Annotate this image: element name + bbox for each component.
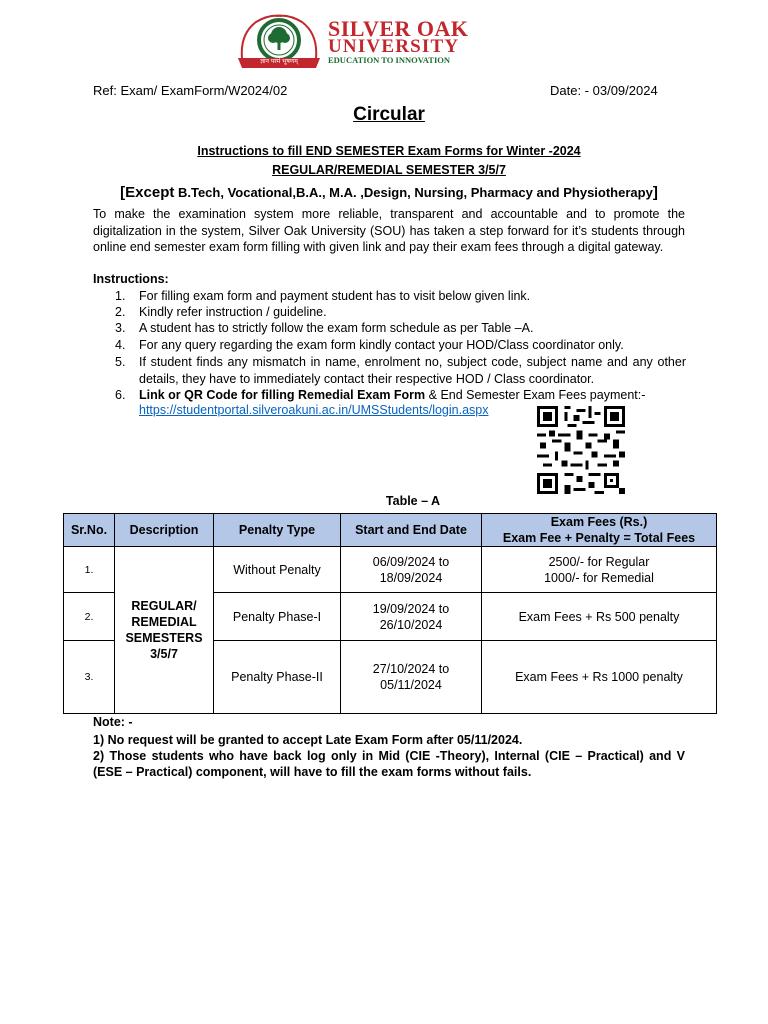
row-fees	[482, 547, 717, 593]
university-name-line1: SILVER OAK	[328, 16, 469, 41]
description-line: REMEDIAL	[131, 615, 197, 629]
instruction-number: 1.	[115, 289, 126, 303]
note-item: 2) Those students who have back log only in Mid (CIE -Theory), Internal (CIE – Practical) and V (ESE – Practical) component, will have to fill the exam forms without fails.	[93, 749, 685, 779]
row-date-start: 06/09/2024 to	[372, 554, 450, 569]
description-line: 3/5/7	[150, 647, 178, 661]
semester-title: REGULAR/REMEDIAL SEMESTER 3/5/7	[272, 163, 506, 177]
instruction-bold-text: Link or QR Code for filling Remedial Exam Form	[139, 388, 426, 402]
instruction-text: A student has to strictly follow the exam form schedule as per Table –A.	[139, 321, 534, 335]
exception-line	[0, 184, 768, 201]
table-row	[64, 547, 717, 593]
instruction-text: If student finds any mismatch in name, enrolment no, subject code, subject name and any other details, they have to immediately contact their respective HOD / Class coordinator.	[139, 355, 686, 386]
reference-number: Ref: Exam/ ExamForm/W2024/02	[93, 83, 288, 98]
instructions-title: Instructions to fill END SEMESTER Exam Forms for Winter -2024	[197, 144, 581, 158]
except-word: Except	[125, 184, 175, 201]
row-sr-no: 1.	[64, 547, 115, 593]
intro-paragraph: To make the examination system more reliable, transparent and accountable and to promote the digitalization in the system, Silver Oak University (SOU) has taken a step forward for it’s students through online end semester exam form filling with given link and pay their exam fees through a digital gateway.	[93, 207, 685, 254]
table-header-row	[64, 514, 717, 547]
instruction-text: Kindly refer instruction / guideline.	[139, 305, 327, 319]
description-line: REGULAR/	[131, 599, 197, 613]
note-item: 1) No request will be granted to accept Late Exam Form after 05/11/2024.	[93, 733, 523, 747]
note-heading: Note: -	[93, 715, 133, 729]
qr-code-icon[interactable]	[535, 406, 627, 494]
row-fee-line1: 2500/- for Regular	[548, 554, 650, 569]
row-sr-no: 3.	[64, 641, 115, 714]
row-date-end: 05/11/2024	[380, 678, 442, 692]
row-date-end: 26/10/2024	[379, 617, 443, 632]
row-penalty-type: Penalty Phase-II	[214, 641, 341, 714]
except-bracket-open: [	[120, 184, 126, 201]
instruction-text: For any query regarding the exam form kindly contact your HOD/Class coordinator only.	[139, 338, 624, 352]
exam-schedule-table	[63, 513, 717, 714]
except-text: B.Tech, Vocational,B.A., M.A. ,Design, Nursing, Pharmacy and Physiotherapy	[174, 185, 653, 200]
table-caption: Table – A	[385, 494, 441, 508]
circular-date: Date: - 03/09/2024	[550, 83, 658, 98]
row-dates	[341, 593, 482, 641]
except-bracket-close: ]	[652, 184, 658, 201]
university-tagline: EDUCATION TO INNOVATION	[328, 55, 451, 65]
instruction-number: 2.	[115, 305, 126, 319]
row-date-start: 19/09/2024 to	[372, 601, 450, 616]
row-description	[115, 547, 214, 714]
header-penalty-type: Penalty Type	[214, 514, 341, 547]
instruction-text	[139, 387, 686, 404]
instruction-number: 6.	[115, 388, 126, 402]
row-fees: Exam Fees + Rs 1000 penalty	[482, 641, 717, 714]
instruction-text: For filling exam form and payment student has to visit below given link.	[139, 289, 531, 303]
logo-motto: ज्ञान परमं भूषणम्	[260, 58, 298, 65]
description-line: SEMESTERS	[125, 631, 203, 645]
header-description: Description	[115, 514, 214, 547]
instruction-tail-text: & End Semester Exam Fees payment:-	[425, 388, 646, 402]
row-penalty-type: Without Penalty	[214, 547, 341, 593]
student-portal-link[interactable]: https://studentportal.silveroakuni.ac.in/UMSStudents/login.aspx	[139, 403, 489, 417]
instruction-number: 3.	[115, 321, 126, 335]
header-dates: Start and End Date	[341, 514, 482, 547]
row-dates	[341, 547, 482, 593]
header-exam-fees-line2: Exam Fee + Penalty = Total Fees	[502, 531, 696, 545]
university-name-line2: UNIVERSITY	[328, 36, 460, 57]
row-sr-no: 2.	[64, 593, 115, 641]
header-sr-no: Sr.No.	[64, 514, 115, 547]
instruction-number: 4.	[115, 338, 126, 352]
page-title: Circular	[353, 104, 425, 125]
row-dates	[341, 641, 482, 714]
row-date-end: 18/09/2024	[379, 570, 443, 585]
header-exam-fees	[482, 514, 717, 547]
university-logo	[236, 14, 476, 72]
instructions-heading: Instructions:	[93, 272, 169, 286]
header-exam-fees-line1: Exam Fees (Rs.)	[550, 515, 648, 529]
row-fee-line2: 1000/- for Remedial	[544, 570, 654, 585]
row-penalty-type: Penalty Phase-I	[214, 593, 341, 641]
row-fees: Exam Fees + Rs 500 penalty	[482, 593, 717, 641]
instruction-number: 5.	[115, 355, 126, 369]
row-date-start: 27/10/2024 to	[372, 662, 450, 676]
